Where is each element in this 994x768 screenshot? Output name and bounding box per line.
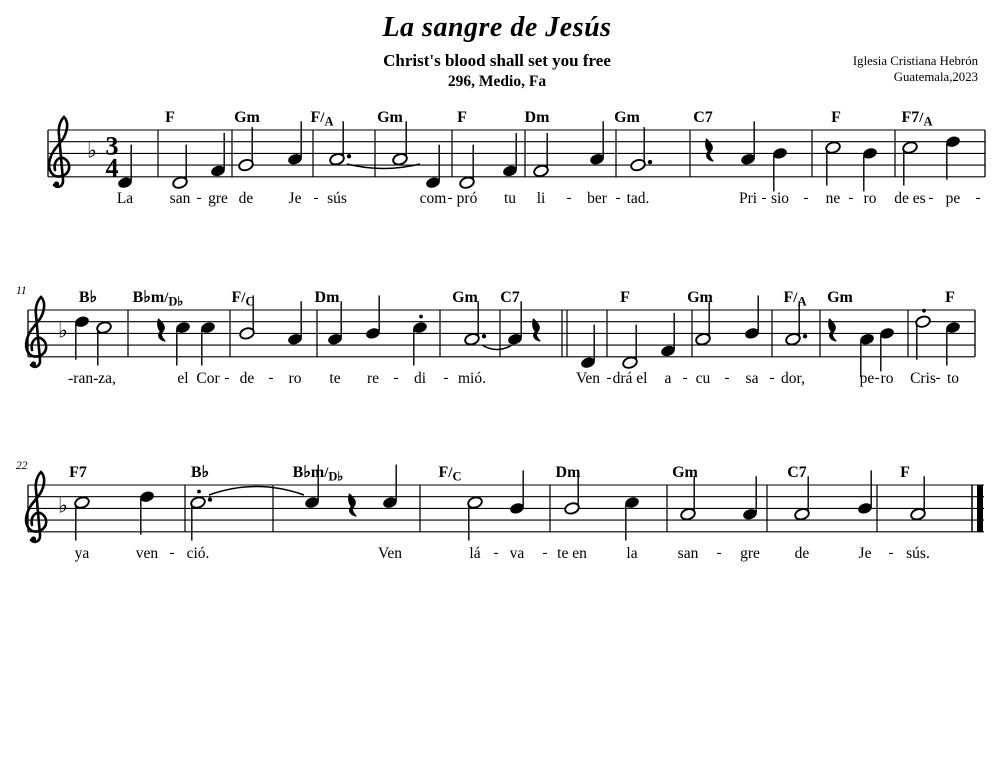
chord-symbol: Gm: [452, 289, 478, 306]
treble-clef-ball: [54, 181, 59, 186]
lyric-hyphen: -: [761, 190, 767, 206]
lyric-syllable: pró: [456, 190, 478, 207]
lyric-syllable: te: [329, 370, 341, 387]
lyric-syllable: pe: [859, 370, 875, 387]
song-meta-info: 296, Medio, Fa: [447, 73, 547, 90]
note: [624, 496, 640, 541]
chord-symbol: Dm: [555, 464, 581, 481]
lyric-hyphen: -: [975, 190, 981, 206]
lyric-syllable: re: [366, 370, 380, 387]
lyric-syllable: La: [116, 190, 134, 207]
lyric-syllable: Pri: [738, 190, 758, 207]
note: [509, 470, 525, 515]
lyric-syllable: Je: [288, 190, 302, 207]
measure-number: 22: [16, 460, 28, 472]
chord-symbol: B♭: [78, 289, 98, 306]
note: [365, 295, 381, 340]
lyric-hyphen: -: [443, 370, 449, 386]
note: [785, 301, 801, 346]
note: [742, 476, 758, 521]
note: [533, 133, 549, 178]
lyric-syllable: ya: [74, 545, 90, 562]
chord-symbol: F: [831, 109, 841, 126]
lyric-syllable: sús.: [906, 545, 930, 562]
note: [695, 301, 711, 346]
note: [172, 145, 188, 190]
note: [857, 470, 873, 515]
lyric-syllable: di: [413, 370, 427, 387]
lyric-syllable: Cor: [196, 370, 220, 387]
note: [175, 321, 191, 366]
augmentation-dot: [803, 334, 807, 338]
note: [425, 145, 441, 190]
lyric-hyphen: -: [769, 370, 775, 386]
chord-symbol: $B♭m/_{D♭}$: [292, 464, 344, 484]
note: [507, 301, 523, 346]
lyric-hyphen: -: [313, 190, 319, 206]
chord-symbol: Gm: [377, 109, 403, 126]
chord-symbol: F: [945, 289, 955, 306]
chord-symbol: F7: [69, 464, 87, 481]
augmentation-dot: [347, 154, 351, 158]
chord-symbol: Dm: [524, 109, 550, 126]
time-signature-denominator: 4: [105, 153, 119, 183]
lyric-syllable: cu: [695, 370, 711, 387]
lyric-syllable: Ven: [575, 370, 601, 387]
chord-symbol: B♭: [190, 464, 210, 481]
lyric-hyphen: -: [803, 190, 809, 206]
treble-clef-ball: [31, 536, 36, 541]
note: [622, 325, 638, 370]
chord-symbol: F: [900, 464, 910, 481]
quarter-rest: [829, 319, 836, 341]
augmentation-dot: [208, 497, 212, 501]
note: [589, 121, 605, 166]
chord-symbol: F: [165, 109, 175, 126]
lyric-syllable: li: [536, 190, 546, 207]
note: [580, 325, 596, 370]
chord-symbol: $F7/_A$: [901, 109, 933, 129]
lyric-hyphen: -: [169, 545, 175, 561]
lyric-hyphen: -: [268, 370, 274, 386]
lyric-hyphen: -: [716, 545, 722, 561]
note: [327, 301, 343, 346]
lyric-hyphen: -: [566, 190, 572, 206]
lyric-syllable: sús: [327, 190, 347, 207]
lyric-syllable: sio: [770, 190, 790, 207]
lyric-syllable: lá: [469, 545, 481, 562]
augmentation-dot: [482, 334, 486, 338]
lyric-hyphen: -: [888, 545, 894, 561]
note: [879, 327, 895, 372]
chord-symbol: F: [457, 109, 467, 126]
lyric-hyphen: -: [615, 190, 621, 206]
note: [139, 490, 155, 535]
lyric-syllable: gre: [740, 545, 760, 562]
chord-symbol: C7: [500, 289, 520, 306]
note: [287, 301, 303, 346]
lyric-syllable: va: [509, 545, 525, 562]
lyric-syllable: el: [177, 370, 189, 387]
quarter-rest: [706, 139, 713, 161]
lyric-syllable: ro: [880, 370, 894, 387]
note: [464, 301, 480, 346]
chord-symbol: Dm: [314, 289, 340, 306]
note: [287, 121, 303, 166]
note: [910, 476, 926, 521]
lyric-hyphen: -: [447, 190, 453, 206]
lyric-syllable: ber: [587, 190, 607, 207]
lyric-hyphen: -: [682, 370, 688, 386]
note: [74, 496, 90, 541]
note: [744, 295, 760, 340]
chord-symbol: $B♭m/_{D♭}$: [132, 289, 184, 309]
lyric-syllable: Ven: [377, 545, 403, 562]
song-title: La sangre de Jesús: [382, 12, 612, 43]
lyric-syllable: san: [169, 190, 191, 207]
note: [200, 321, 216, 366]
chord-symbol: Gm: [827, 289, 853, 306]
note: [902, 141, 918, 186]
note: [190, 496, 206, 541]
augmentation-dot: [648, 160, 652, 164]
note: [630, 127, 646, 172]
lyric-syllable: pe: [945, 190, 961, 207]
lyric-hyphen: -: [874, 370, 880, 386]
chord-symbol: Gm: [234, 109, 260, 126]
song-subtitle: Christ's blood shall set you free: [383, 51, 611, 70]
chord-symbol: $F/_A$: [310, 109, 334, 129]
note: [825, 141, 841, 186]
lyric-syllable: Cris: [910, 370, 936, 387]
note: [96, 321, 112, 366]
lyric-hyphen: -: [606, 370, 612, 386]
lyric-syllable: a: [664, 370, 672, 387]
lyric-syllable: tad.: [626, 190, 650, 207]
lyric-syllable: mió.: [458, 370, 486, 387]
lyric-syllable: de es: [894, 190, 926, 207]
chord-symbol: C7: [787, 464, 807, 481]
key-signature-flat-icon: ♭: [58, 493, 68, 518]
lyric-hyphen: -: [724, 370, 730, 386]
chord-symbol: Gm: [687, 289, 713, 306]
lyric-syllable: ro: [863, 190, 877, 207]
note: [502, 133, 518, 178]
quarter-rest: [158, 319, 165, 341]
note: [392, 121, 408, 166]
lyric-syllable: tu: [503, 190, 517, 207]
staccato-dot: [197, 490, 201, 494]
note: [467, 496, 483, 541]
lyric-syllable: ne: [825, 190, 841, 207]
chord-symbol: $F/_C$: [438, 464, 462, 484]
note: [210, 133, 226, 178]
lyric-hyphen: -: [393, 370, 399, 386]
note: [680, 476, 696, 521]
chord-symbol: $F/_A$: [783, 289, 807, 309]
lyric-syllable: gre: [208, 190, 228, 207]
lyric-hyphen: -: [928, 190, 934, 206]
chord-symbol: Gm: [614, 109, 640, 126]
lyric-syllable: san: [677, 545, 699, 562]
note: [862, 147, 878, 192]
note: [382, 465, 398, 510]
lyric-syllable: de: [239, 370, 255, 387]
lyric-hyphen: -: [935, 370, 941, 386]
quarter-rest: [533, 319, 540, 341]
note: [117, 145, 133, 190]
note: [915, 315, 931, 360]
time-signature-numerator: 3: [105, 131, 119, 161]
note: [945, 135, 961, 180]
lyric-syllable: drá el: [612, 370, 648, 387]
note: [238, 127, 254, 172]
key-signature-flat-icon: ♭: [58, 318, 68, 343]
lyric-hyphen: -: [196, 190, 202, 206]
note: [660, 313, 676, 358]
lyric-syllable: te en: [557, 545, 587, 562]
note: [74, 315, 90, 360]
lyric-syllable: ció.: [186, 545, 210, 562]
chord-symbol: Gm: [672, 464, 698, 481]
chord-symbol: C7: [693, 109, 713, 126]
lyric-hyphen: -: [848, 190, 854, 206]
lyric-syllable: de: [794, 545, 810, 562]
lyric-syllable: ven: [135, 545, 159, 562]
treble-clef-ball: [31, 361, 36, 366]
lyric-hyphen: -: [493, 545, 499, 561]
attribution-church: Iglesia Cristiana Hebrón: [852, 54, 978, 68]
chord-symbol: F: [620, 289, 630, 306]
lyric-hyphen: -: [542, 545, 548, 561]
lyric-syllable: la: [626, 545, 638, 562]
lyric-syllable: to: [946, 370, 960, 387]
note: [794, 476, 810, 521]
tie-slur: [209, 487, 304, 496]
staccato-dot: [419, 315, 423, 319]
chord-symbol: $F/_C$: [231, 289, 255, 309]
key-signature-flat-icon: ♭: [87, 138, 97, 163]
lyric-syllable: ro: [288, 370, 302, 387]
note: [945, 321, 961, 366]
measure-number: 11: [16, 285, 27, 297]
staccato-dot: [922, 309, 926, 313]
lyric-hyphen: -: [224, 370, 230, 386]
note: [772, 147, 788, 192]
lyric-syllable: de: [238, 190, 254, 207]
note: [740, 121, 756, 166]
attribution-place-year: Guatemala,2023: [893, 69, 978, 84]
lyric-syllable: sa: [745, 370, 759, 387]
lyric-syllable: Je: [858, 545, 872, 562]
lyric-syllable: dor,: [781, 370, 805, 387]
tie-slur: [482, 345, 512, 350]
quarter-rest: [349, 494, 356, 516]
note: [459, 145, 475, 190]
lyric-syllable: com: [419, 190, 447, 207]
note: [412, 321, 428, 366]
lyric-syllable: -ran-za,: [68, 370, 116, 387]
